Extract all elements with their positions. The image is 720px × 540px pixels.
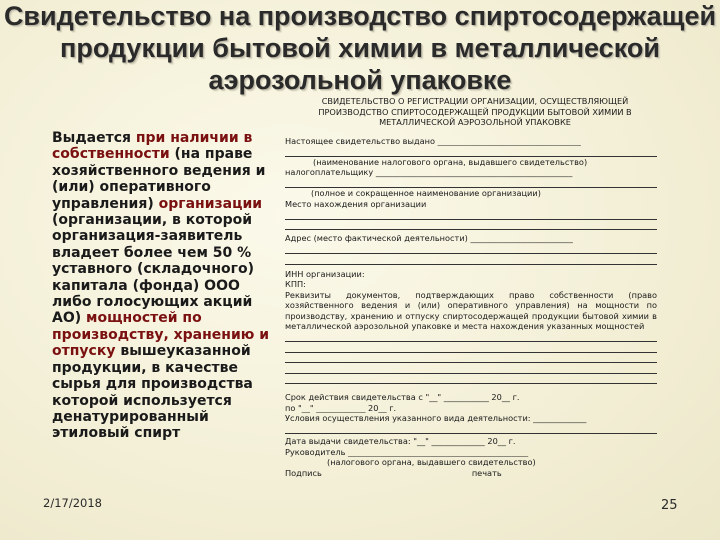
blank-rule [285, 363, 657, 374]
location-line: Место нахождения организации [285, 198, 427, 209]
slide-title: Свидетельство на производство спиртосодержащей продукции бытовой химии в металлической аэрозольной упаковке [3, 1, 717, 95]
desc-part-1: Выдается [52, 130, 136, 146]
desc-part-2: при наличии в собственности [52, 130, 253, 163]
requisites-text: Реквизиты документов, подтверждающих право собственности (право хозяйственного ведения и (или) оперативного управления) на мощности по производству, хранению и отпуску спиртосодержащей продукции бытовой химии в металлической аэрозольной упаковке и места нахождения указанных мощностей [285, 289, 657, 331]
certificate-header: СВИДЕТЕЛЬСТВО О РЕГИСТРАЦИИ ОРГАНИЗАЦИИ, ОСУЩЕСТВЛЯЮЩЕЙ ПРОИЗВОДСТВО СПИРТОСОДЕРЖАЩЕЙ ПРОДУКЦИИ БЫТОВОЙ ХИМИИ В МЕТАЛЛИЧЕСКОЙ АЭРОЗОЛЬНОЙ УПАКОВКЕ [318, 96, 632, 127]
term-from-line: Срок действия свидетельства с "__" ___________ 20__ г. [285, 392, 520, 402]
blank-rule [285, 244, 657, 255]
blank-rule [285, 342, 657, 353]
desc-part-6: мощностей по производству, хранению и отпуску [52, 310, 270, 360]
left-description [52, 130, 272, 442]
blank-rule [285, 424, 657, 435]
seal-label: печать [471, 467, 502, 478]
issue-date-line: Дата выдачи свидетельства: "__" _____________ 20__ г. [285, 436, 516, 446]
head-note: (налогового органа, выдавшего свидетельство) [327, 457, 536, 467]
blank-rule [285, 146, 657, 157]
blank-rule [285, 254, 657, 265]
desc-part-3: (на праве хозяйственного ведения и (или) оперативного управления) [52, 146, 266, 212]
blank-rule [285, 178, 657, 189]
org-note: (полное и сокращенное наименование организации) [311, 188, 541, 198]
page-number: 25 [661, 498, 678, 513]
issued-to-line: Настоящее свидетельство выдано ___________________________________ [285, 135, 581, 146]
desc-part-7: вышеуказанной продукции, в качестве сырья для производства которой используется денатурированный этиловый спирт [52, 343, 253, 442]
signature-label: Подпись [285, 467, 322, 478]
blank-rule [285, 332, 657, 343]
blank-rule [285, 353, 657, 364]
blank-rule [285, 209, 657, 220]
signature-seal-line [285, 468, 665, 479]
address-line: Адрес (место фактической деятельности) _________________________ [285, 233, 573, 243]
blank-rule [285, 374, 657, 385]
conditions-line: Условия осуществления указанного вида деятельности: _____________ [285, 413, 587, 423]
head-line: Руководитель ____________________________________________ [285, 446, 529, 457]
blank-rule [285, 220, 657, 231]
slide-date: 2/17/2018 [43, 496, 102, 510]
term-to-line: по "__" ____________ 20__ г. [285, 402, 397, 413]
issuer-note: (наименование налогового органа, выдавшего свидетельство) [313, 156, 588, 167]
kpp-line: КПП: [285, 279, 306, 289]
taxpayer-line: налогоплательщику ________________________________________________ [285, 167, 573, 177]
certificate-form [285, 96, 665, 478]
desc-part-5: (организации, в которой организация-заявитель владеет более чем 50 % уставного (складочного) капитала (фонда) ООО либо голосующих акций АО) [52, 212, 255, 327]
desc-part-4: организации [158, 195, 263, 212]
inn-line: ИНН организации: [285, 268, 365, 279]
